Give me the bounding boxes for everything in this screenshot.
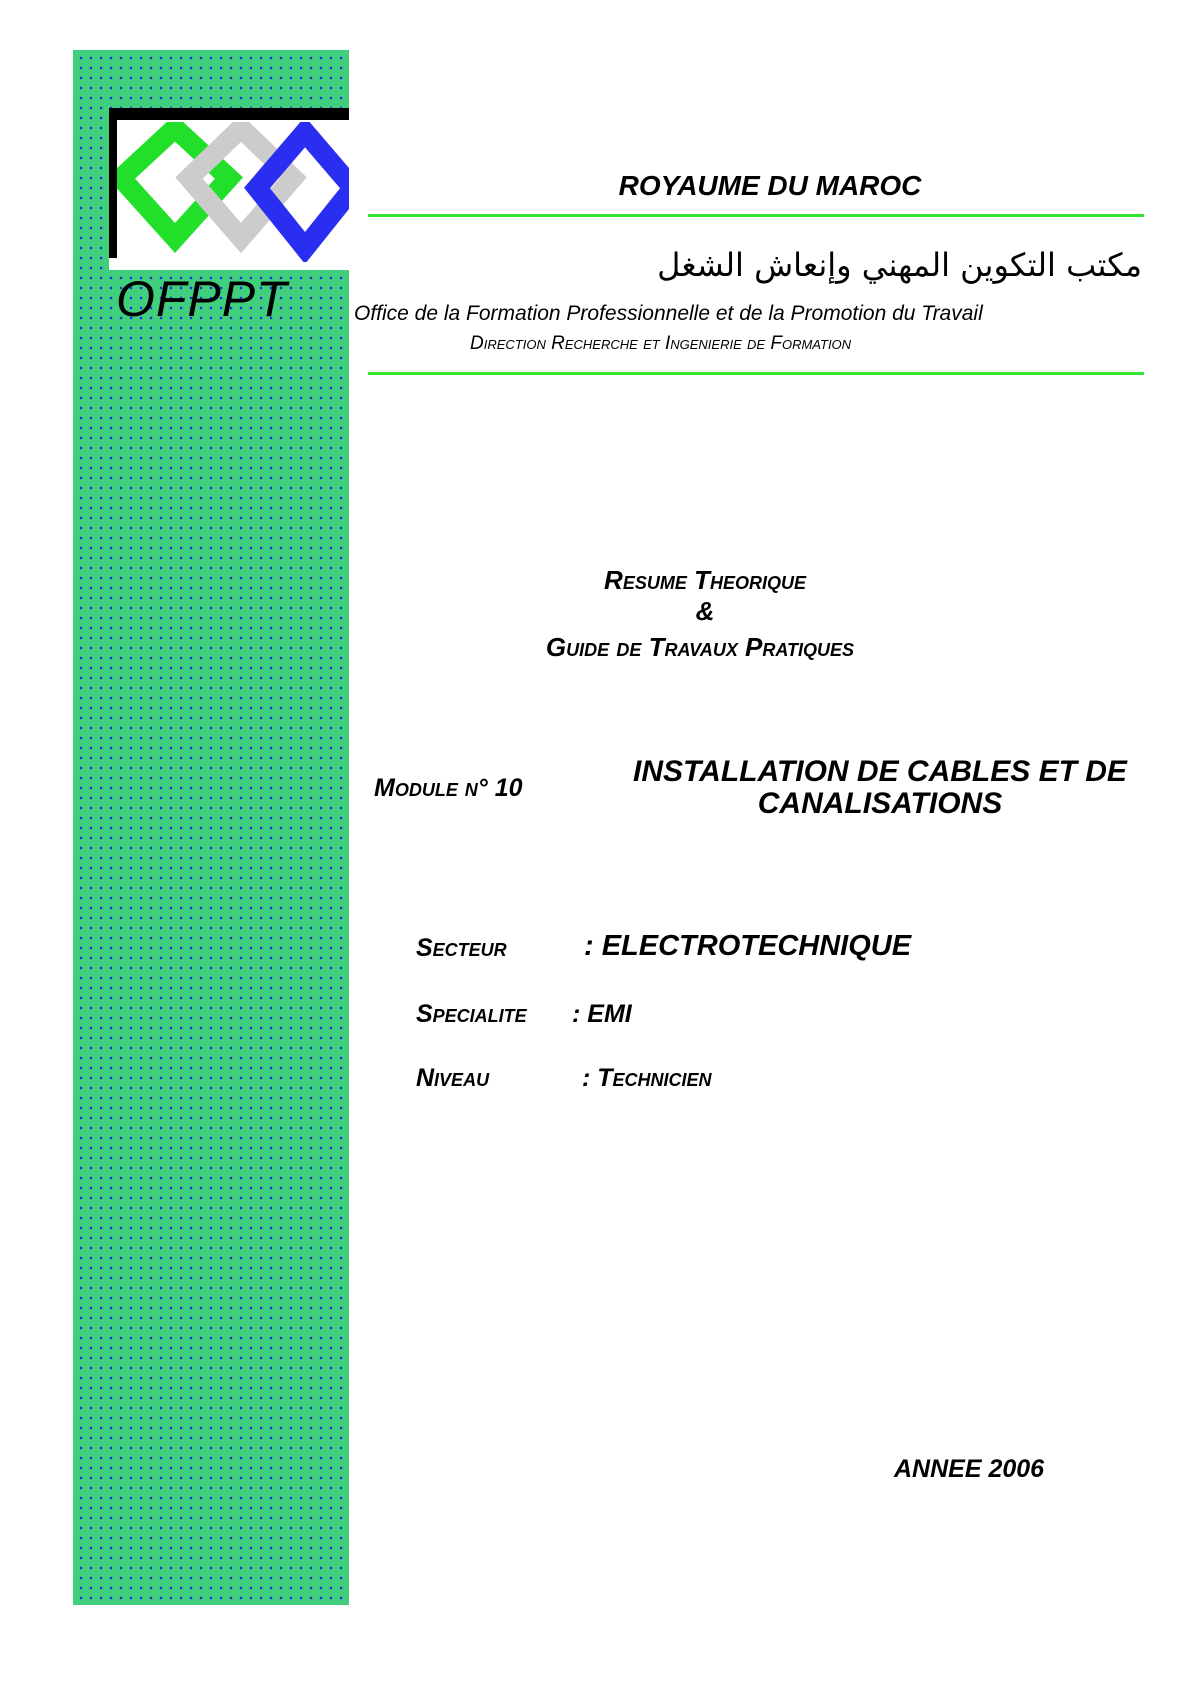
direction-name: Direction Recherche et Ingenierie de Formation [470,333,852,354]
secteur-label: Secteur [416,934,507,962]
title-line-1: Resume Theorique [604,565,806,595]
arabic-office-name: مكتب التكوين المهني وإنعاش الشغل [657,246,1142,284]
document-year: ANNEE 2006 [894,1455,1045,1483]
header-rule-top [368,214,1144,217]
niveau-label: Niveau [416,1064,490,1092]
header-rule-bottom [368,372,1144,375]
logo-text: OFPPT [116,271,288,327]
logo-frame-left [109,108,117,258]
module-number: Module n° 10 [374,774,523,802]
title-ampersand: & [695,596,715,626]
logo-frame-top [109,108,349,120]
title-line-2: Guide de Travaux Pratiques [545,632,855,662]
office-name: Office de la Formation Professionnelle et de la Promotion du Travail [354,302,983,325]
ofppt-logo-icon [117,122,349,262]
secteur-value: : ELECTROTECHNIQUE [584,930,912,962]
module-title-line-1: INSTALLATION DE CABLES ET DE [633,755,1127,788]
module-title-line-2: CANALISATIONS [757,787,1003,820]
country-title: ROYAUME DU MAROC [618,170,922,201]
niveau-value: : Technicien [582,1064,712,1092]
specialite-label: Specialite [416,1000,527,1028]
specialite-value: : EMI [572,1000,632,1028]
